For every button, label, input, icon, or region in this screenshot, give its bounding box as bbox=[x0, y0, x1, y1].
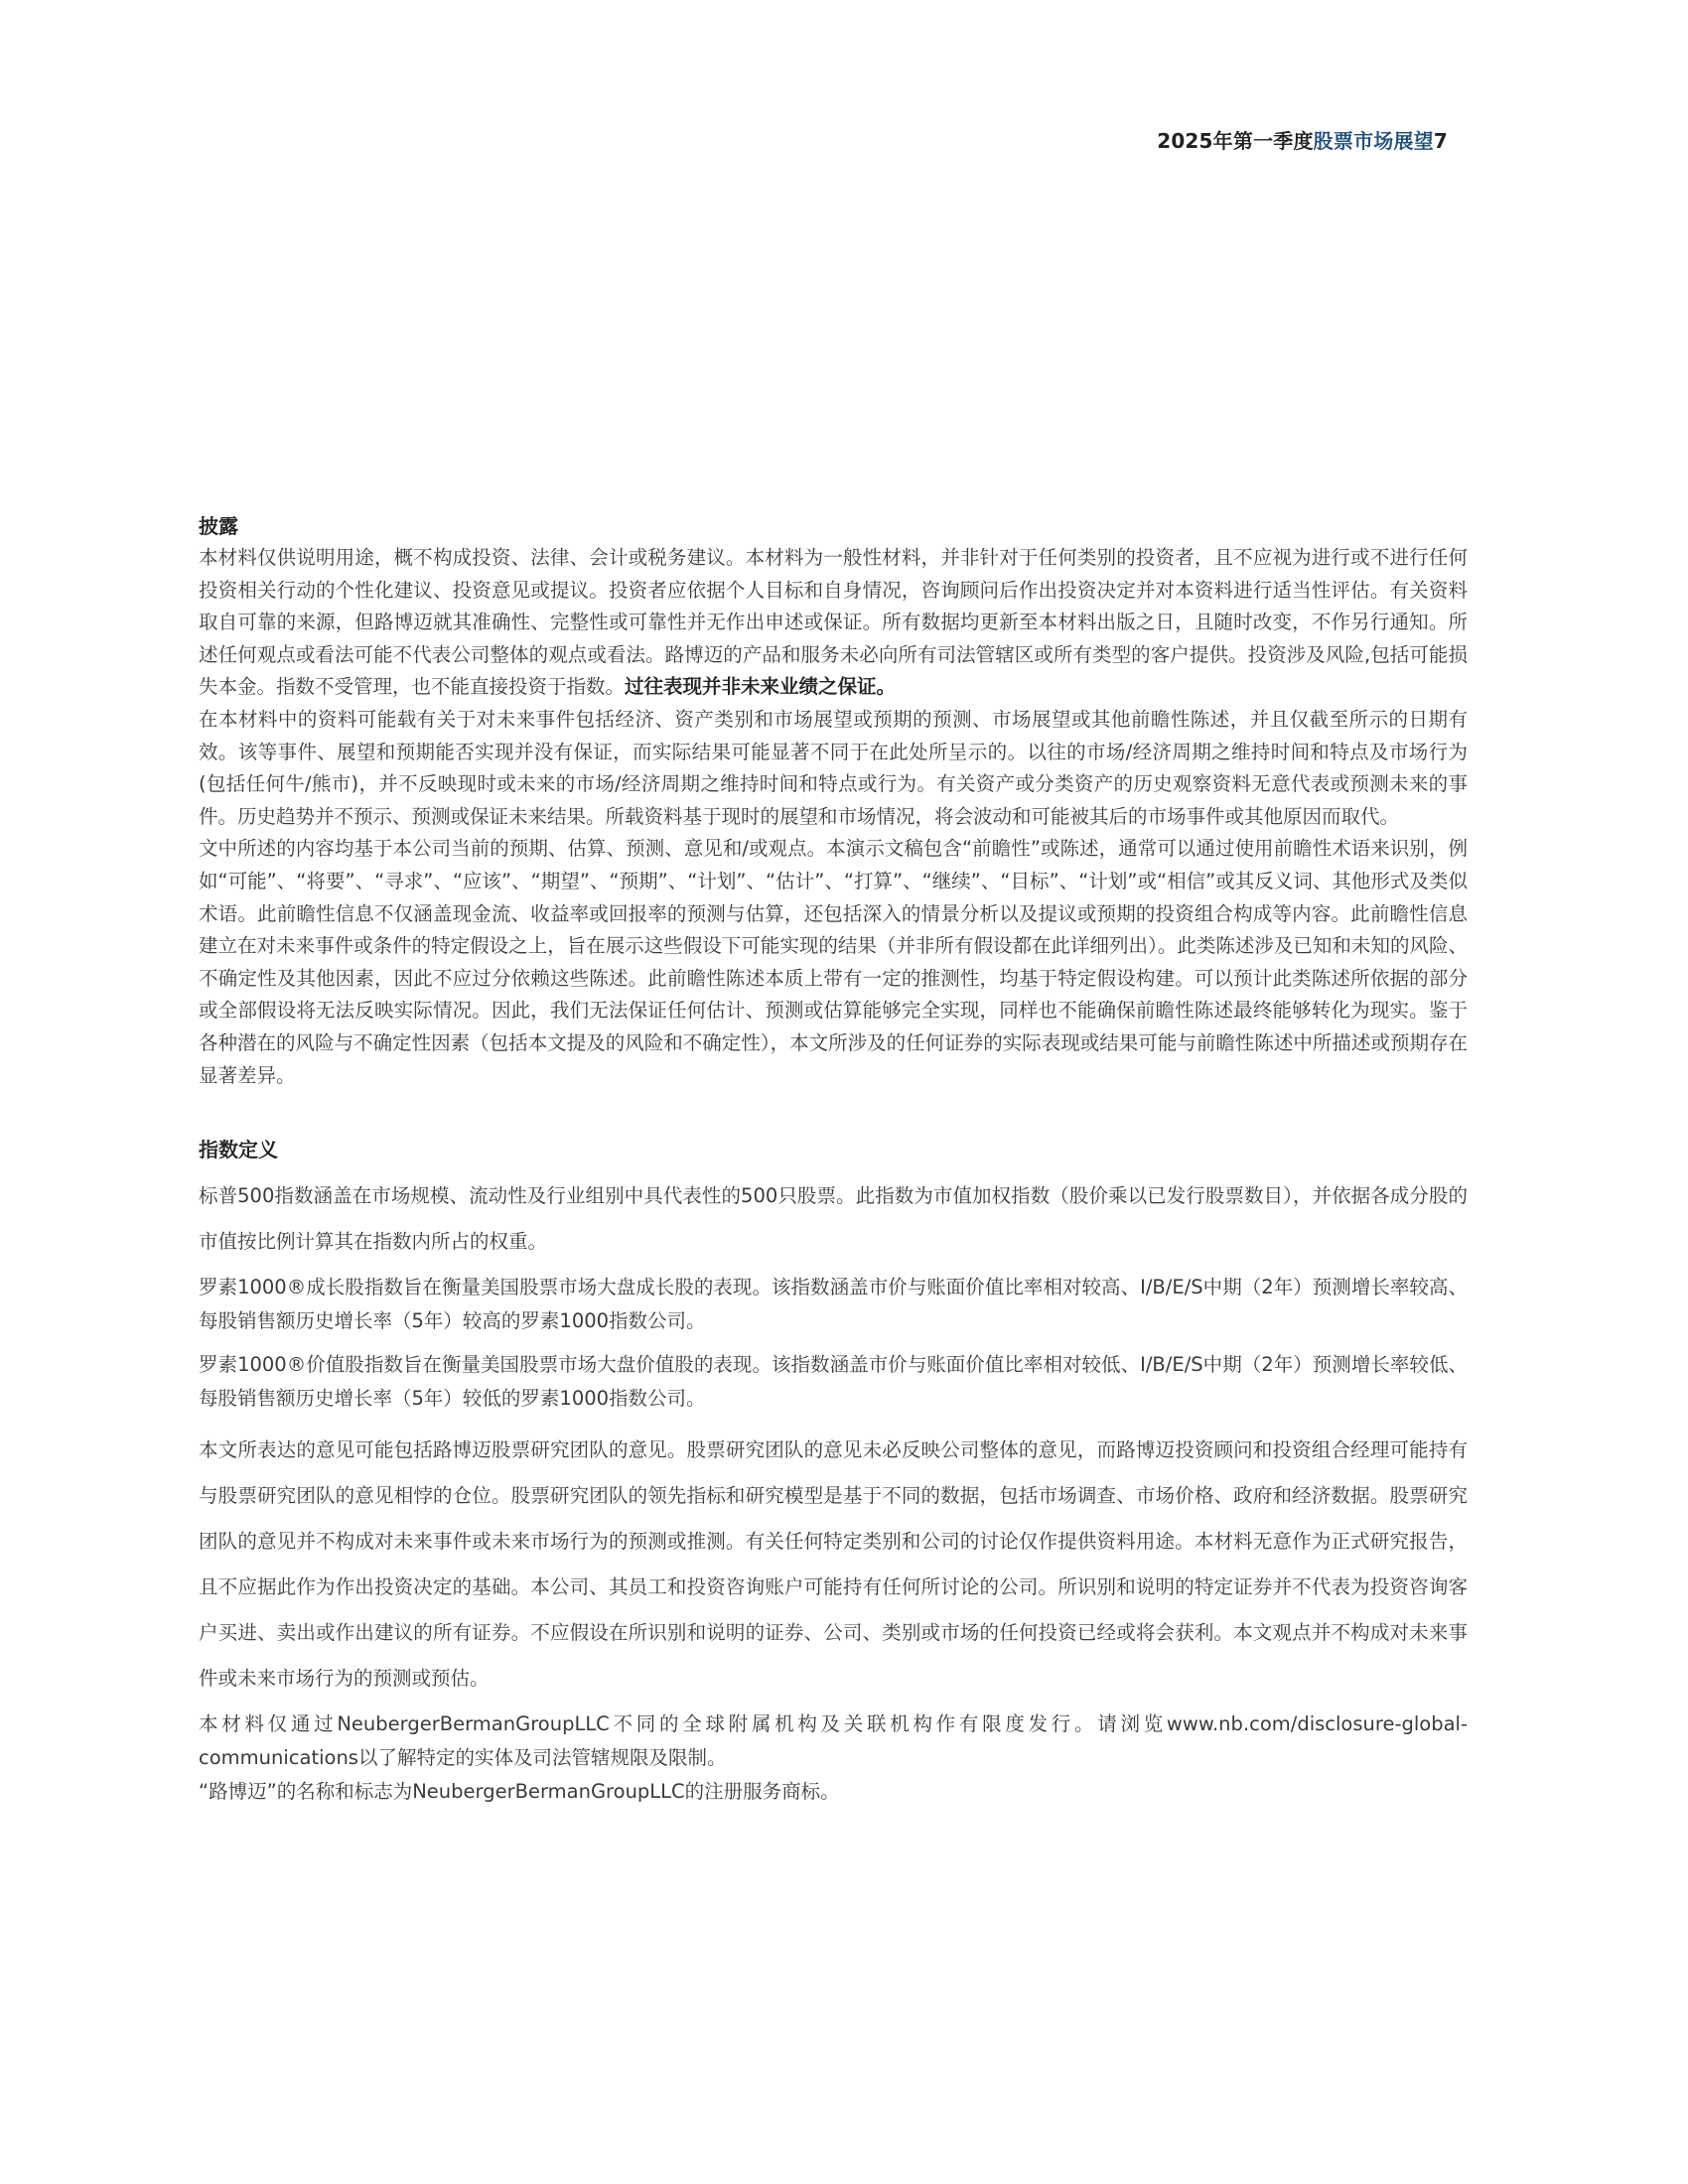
trademark-paragraph: “路博迈”的名称和标志为NeubergerBermanGroupLLC的注册服务商标。 bbox=[199, 1780, 840, 1804]
header-accent-title: 股票市场展望 bbox=[1313, 129, 1434, 153]
disclosure-paragraph-3: 文中所述的内容均基于本公司当前的预期、估算、预测、意见和/或观点。本演示文稿包含“前瞻性”或陈述，通常可以通过使用前瞻性术语来识别，例如“可能”、“将要”、“寻求”、“应该”、“期望”、“预期”、“计划”、“估计”、“打算”、“继续”、“目标”、“计划”或“相信”或其反义词、其他形式及类似术语。此前瞻性信息不仅涵盖现金流、收益率或回报率的预测与估算，还包括深入的情景分析以及提议或预期的投资组合构成等内容。此前瞻性信息建立在对未来事件或条件的特定假设之上，旨在展示这些假设下可能实现的结果（并非所有假设都在此详细列出）。此类陈述涉及已知和未知的风险、不确定性及其他因素，因此不应过分依赖这些陈述。此前瞻性陈述本质上带有一定的推测性，均基于特定假设构建。可以预计此类陈述所依据的部分或全部假设将无法反映实际情况。因此，我们无法保证任何估计、预测或估算能够完全实现，同样也不能确保前瞻性陈述最终能够转化为现实。鉴于各种潜在的风险与不确定性因素（包括本文提及的风险和不确定性），本文所涉及的任何证券的实际表现或结果可能与前瞻性陈述中所描述或预期存在显著差异。 bbox=[199, 837, 1468, 1087]
main-content bbox=[199, 510, 1468, 1809]
disclosure-title: 披露 bbox=[199, 514, 238, 538]
russell-value-definition: 罗素1000®价值股指数旨在衡量美国股票市场大盘价值股的表现。该指数涵盖市价与账面价值比率相对较低、I/B/E/S中期（2年）预测增长率较低、每股销售额历史增长率（5年）较低的罗素1000指数公司。 bbox=[199, 1353, 1468, 1411]
disclosure-paragraph-1-text: 本材料仅供说明用途，概不构成投资、法律、会计或税务建议。本材料为一般性材料，并非针对于任何类别的投资者，且不应视为进行或不进行任何投资相关行动的个性化建议、投资意见或提议。投资者应依据个人目标和自身情况，咨询顾问后作出投资决定并对本资料进行适当性评估。有关资料取自可靠的来源，但路博迈就其准确性、完整性或可靠性并无作出申述或保证。所有数据均更新至本材料出版之日，且随时改变，不作另行通知。所述任何观点或看法可能不代表公司整体的观点或看法。路博迈的产品和服务未必向所有司法管辖区或所有类型的客户提供。投资涉及风险,包括可能损失本金。指数不受管理，也不能直接投资于指数。 bbox=[199, 546, 1468, 699]
research-views-paragraph: 本文所表达的意见可能包括路博迈股票研究团队的意见。股票研究团队的意见未必反映公司整体的意见，而路博迈投资顾问和投资组合经理可能持有与股票研究团队的意见相悖的仓位。股票研究团队的领先指标和研究模型是基于不同的数据，包括市场调查、市场价格、政府和经济数据。股票研究团队的意见并不构成对未来事件或未来市场行为的预测或推测。有关任何特定类别和公司的讨论仅作提供资料用途。本材料无意作为正式研究报告，且不应据此作为作出投资决定的基础。本公司、其员工和投资咨询账户可能持有任何所讨论的公司。所识别和说明的特定证券并不代表为投资咨询客户买进、卖出或作出建议的所有证券。不应假设在所识别和说明的证券、公司、类别或市场的任何投资已经或将会获利。本文观点并不构成对未来事件或未来市场行为的预测或预估。 bbox=[199, 1438, 1468, 1691]
sp500-definition: 标普500指数涵盖在市场规模、流动性及行业组别中具代表性的500只股票。此指数为市值加权指数（股价乘以已发行股票数目），并依据各成分股的市值按比例计算其在指数内所占的权重。 bbox=[199, 1184, 1468, 1254]
distribution-paragraph: 本材料仅通过NeubergerBermanGroupLLC不同的全球附属机构及关联机构作有限度发行。请浏览www.nb.com/disclosure-global-communications以了解特定的实体及司法管辖规限及限制。 bbox=[199, 1712, 1468, 1770]
russell-growth-definition: 罗素1000®成长股指数旨在衡量美国股票市场大盘成长股的表现。该指数涵盖市价与账面价值比率相对较高、I/B/E/S中期（2年）预测增长率较高、每股销售额历史增长率（5年）较高的罗素1000指数公司。 bbox=[199, 1276, 1468, 1333]
header-prefix: 2025年第一季度 bbox=[1157, 129, 1314, 153]
index-definitions-title: 指数定义 bbox=[199, 1138, 278, 1162]
disclosure-paragraph-1 bbox=[199, 542, 1468, 704]
page-number: 7 bbox=[1433, 129, 1448, 153]
disclosure-paragraph-2: 在本材料中的资料可能载有关于对未来事件包括经济、资产类别和市场展望或预期的预测、市场展望或其他前瞻性陈述，并且仅截至所示的日期有效。该等事件、展望和预期能否实现并没有保证，而实际结果可能显著不同于在此处所呈示的。以往的市场/经济周期之维持时间和特点及市场行为(包括任何牛/熊市)，并不反映现时或未来的市场/经济周期之维持时间和特点或行为。有关资产或分类资产的历史观察资料无意代表或预测未来的事件。历史趋势并不预示、预测或保证未来结果。所载资料基于现时的展望和市场情况，将会波动和可能被其后的市场事件或其他原因而取代。 bbox=[199, 707, 1468, 828]
past-performance-notice: 过往表现并非未来业绩之保证。 bbox=[625, 675, 897, 699]
page-header bbox=[1157, 125, 1448, 154]
